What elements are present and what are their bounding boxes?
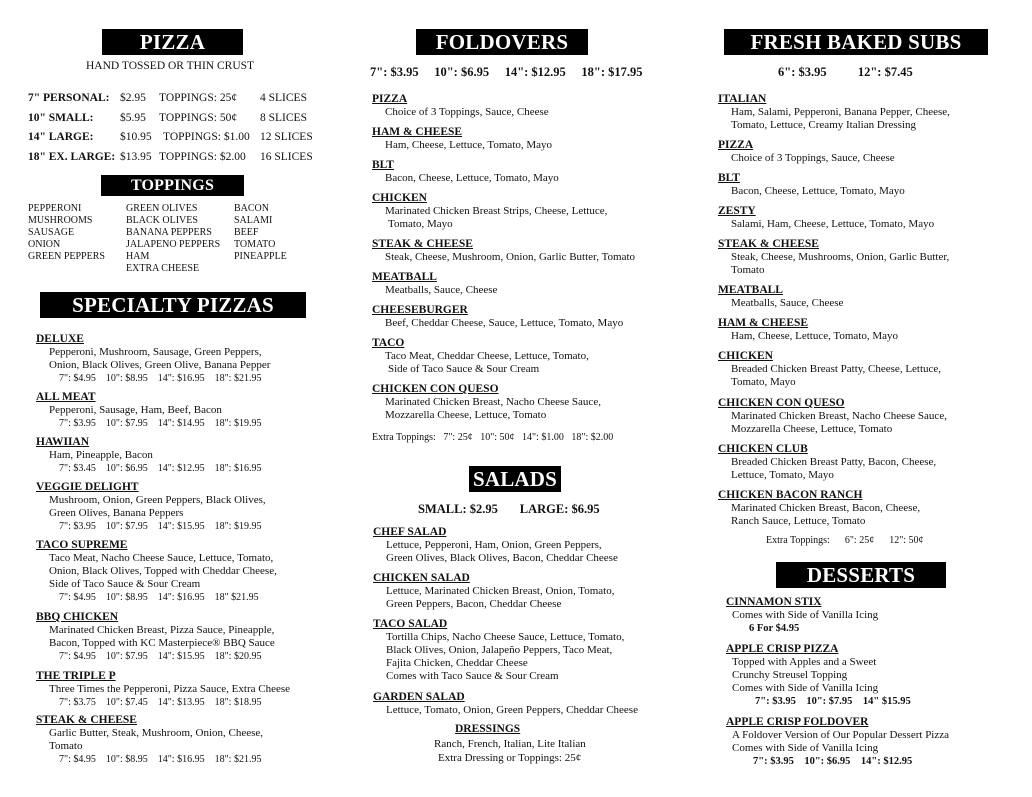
item-desc: Meatballs, Sauce, Cheese (385, 284, 498, 296)
item-name: HAM & CHEESE (372, 126, 463, 138)
dressings-list: Ranch, French, Italian, Lite Italian (434, 738, 586, 750)
item-name: VEGGIE DELIGHT (36, 481, 139, 493)
sub-item (718, 317, 898, 343)
item-desc: Taco Meat, Cheddar Cheese, Lettuce, Tomato, (385, 350, 589, 362)
item-desc: Bacon, Cheese, Lettuce, Tomato, Mayo (385, 172, 559, 184)
foldover-item (372, 126, 552, 152)
size-slices: 12 SLICES (260, 131, 313, 143)
item-desc: Ham, Cheese, Lettuce, Tomato, Mayo (731, 330, 899, 342)
specialty-item (36, 611, 275, 663)
specialty-item (36, 670, 290, 709)
item-desc: Marinated Chicken Breast, Bacon, Cheese, (731, 502, 921, 514)
item-desc: Choice of 3 Toppings, Sauce, Cheese (385, 106, 549, 118)
item-prices: 7": $3.75 10": $7.45 14": $13.95 18": $18.95 (59, 697, 262, 708)
salads-prices: SMALL: $2.95 LARGE: $6.95 (418, 502, 600, 516)
topping-item: PINEAPPLE (234, 251, 287, 262)
item-desc: Comes with Side of Vanilla Icing (732, 742, 879, 754)
size-row (28, 109, 328, 129)
item-name: DELUXE (36, 333, 84, 345)
toppings-banner: TOPPINGS (101, 175, 244, 196)
topping-item: GREEN OLIVES (126, 203, 198, 214)
size-toppings: TOPPINGS: 50¢ (159, 111, 238, 124)
topping-item: ONION (28, 239, 61, 250)
item-desc: Lettuce, Marinated Chicken Breast, Onion, Tomato, (386, 585, 615, 597)
specialty-item (36, 481, 266, 533)
item-desc: Comes with Taco Sauce & Sour Cream (386, 670, 559, 682)
size-toppings: TOPPINGS: $2.00 (159, 150, 246, 163)
item-prices: 7": $3.95 10": $7.95 14" $15.95 (755, 696, 911, 707)
item-desc: Breaded Chicken Breast Patty, Cheese, Lettuce, (731, 363, 942, 375)
sub-item (718, 172, 905, 198)
item-name: CHICKEN (718, 350, 773, 362)
item-desc: Marinated Chicken Breast, Nacho Cheese Sauce, (385, 396, 601, 408)
item-desc: Green Olives, Black Olives, Bacon, Cheddar Cheese (386, 552, 618, 564)
item-name: CHICKEN SALAD (373, 572, 470, 584)
size-label: 10" SMALL: (28, 111, 94, 124)
specialty-item (36, 436, 261, 475)
item-name: CHICKEN CLUB (718, 443, 808, 455)
topping-item: SAUSAGE (28, 227, 75, 238)
item-desc: Mozzarella Cheese, Lettuce, Tomato (731, 423, 893, 435)
item-desc: Marinated Chicken Breast, Pizza Sauce, Pineapple, (49, 624, 275, 636)
item-prices: 7": $3.95 10": $7.95 14": $14.95 18": $19.95 (59, 418, 262, 429)
item-desc: Tomato (731, 264, 765, 276)
sub-item (718, 443, 936, 482)
item-prices: 7": $4.95 10": $8.95 14": $16.95 18": $21.95 (59, 373, 262, 384)
item-desc: Tomato (49, 740, 83, 752)
size-price: $13.95 (120, 150, 152, 163)
topping-item: BLACK OLIVES (126, 215, 198, 226)
item-name: GARDEN SALAD (373, 691, 465, 703)
item-desc: Salami, Ham, Cheese, Lettuce, Tomato, Mayo (731, 218, 935, 230)
item-desc: Ranch Sauce, Lettuce, Tomato (731, 515, 866, 527)
sub-item (718, 93, 950, 132)
item-desc: Meatballs, Sauce, Cheese (731, 297, 844, 309)
size-slices: 16 SLICES (260, 150, 313, 163)
topping-item: TOMATO (234, 239, 276, 250)
item-desc: Lettuce, Pepperoni, Ham, Onion, Green Peppers, (386, 539, 602, 551)
size-row (28, 128, 328, 148)
item-name: CINNAMON STIX (726, 596, 822, 608)
topping-item: BACON (234, 203, 270, 214)
toppings-column (126, 203, 220, 275)
item-desc: Beef, Cheddar Cheese, Sauce, Lettuce, Tomato, Mayo (385, 317, 624, 329)
item-desc: Tomato, Lettuce, Creamy Italian Dressing (731, 119, 916, 131)
foldover-item (372, 238, 635, 264)
item-desc: Comes with Side of Vanilla Icing (732, 682, 879, 694)
desserts-banner: DESSERTS (776, 562, 946, 588)
item-desc: Choice of 3 Toppings, Sauce, Cheese (731, 152, 895, 164)
foldover-item (372, 192, 607, 231)
item-desc: Crunchy Streusel Topping (732, 669, 848, 681)
foldovers-prices: 7": $3.95 10": $6.95 14": $12.95 18": $17.95 (370, 65, 643, 79)
pizza-subtitle: HAND TOSSED OR THIN CRUST (86, 60, 255, 72)
item-name: ITALIAN (718, 93, 767, 105)
specialty-item (36, 333, 270, 385)
item-desc: Pepperoni, Sausage, Ham, Beef, Bacon (49, 404, 222, 416)
item-name: CHICKEN CON QUESO (372, 383, 499, 395)
size-row (28, 89, 328, 109)
item-desc: Onion, Black Olives, Green Olive, Banana Pepper (49, 359, 271, 371)
item-name: STEAK & CHEESE (718, 238, 819, 250)
size-slices: 4 SLICES (260, 92, 307, 104)
dessert-item (726, 643, 911, 708)
item-name: PIZZA (718, 139, 754, 151)
subs-prices: 6": $3.95 12": $7.45 (778, 65, 913, 79)
item-name: HAWIIAN (36, 436, 90, 448)
item-desc: Garlic Butter, Steak, Mushroom, Onion, Cheese, (49, 727, 264, 739)
size-slices: 8 SLICES (260, 111, 307, 124)
sub-item (718, 284, 843, 310)
item-name: APPLE CRISP PIZZA (726, 643, 839, 655)
item-name: TACO SALAD (373, 618, 448, 630)
item-prices: 7": $3.95 10": $7.95 14": $15.95 18": $19.95 (59, 521, 262, 532)
item-desc: Black Olives, Onion, Jalapeño Peppers, Taco Meat, (386, 644, 613, 656)
salad-item (373, 618, 624, 683)
specialty-item (36, 391, 261, 430)
item-name: APPLE CRISP FOLDOVER (726, 716, 869, 728)
item-name: CHICKEN BACON RANCH (718, 489, 863, 501)
foldover-item (372, 93, 549, 119)
item-prices: 7": $3.45 10": $6.95 14": $12.95 18": $16.95 (59, 463, 262, 474)
salad-item (373, 526, 618, 565)
sub-item (718, 397, 947, 436)
item-name: CHICKEN CON QUESO (718, 397, 845, 409)
salad-item (373, 691, 638, 717)
item-name: PIZZA (372, 93, 408, 105)
item-desc: Bacon, Cheese, Lettuce, Tomato, Mayo (731, 185, 905, 197)
item-desc: Steak, Cheese, Mushrooms, Onion, Garlic Butter, (731, 251, 950, 263)
pizza-banner: PIZZA (102, 29, 243, 55)
foldover-item (372, 337, 589, 376)
subs-extra-toppings: Extra Toppings: 6": 25¢ 12": 50¢ (766, 535, 924, 546)
item-desc: Side of Taco Sauce & Sour Cream (49, 578, 201, 590)
specialty-item (36, 714, 263, 766)
sub-item (718, 238, 949, 277)
item-desc: Steak, Cheese, Mushroom, Onion, Garlic Butter, Tomato (385, 251, 636, 263)
item-desc: Mushroom, Onion, Green Peppers, Black Olives, (49, 494, 266, 506)
topping-item: JALAPENO PEPPERS (126, 239, 221, 250)
toppings-list (28, 203, 328, 278)
item-name: BBQ CHICKEN (36, 611, 119, 623)
foldovers-extra-toppings: Extra Toppings: 7": 25¢ 10": 50¢ 14": $1.00 18": $2.00 (372, 432, 614, 443)
item-desc: Three Times the Pepperoni, Pizza Sauce, Extra Cheese (49, 683, 291, 695)
item-name: CHICKEN (372, 192, 427, 204)
item-name: CHEF SALAD (373, 526, 447, 538)
item-desc: Breaded Chicken Breast Patty, Bacon, Cheese, (731, 456, 937, 468)
item-prices: 7": $3.95 10": $6.95 14": $12.95 (753, 756, 913, 767)
item-desc: Ham, Salami, Pepperoni, Banana Pepper, Cheese, (731, 106, 950, 118)
foldover-item (372, 383, 601, 422)
item-prices: 7": $4.95 10": $7.95 14": $15.95 18": $20.95 (59, 651, 262, 662)
item-desc: Mozzarella Cheese, Lettuce, Tomato (385, 409, 547, 421)
size-toppings: TOPPINGS: $1.00 (163, 131, 250, 143)
item-desc: Tomato, Mayo (731, 376, 796, 388)
subs-banner: FRESH BAKED SUBS (724, 29, 988, 55)
item-name: TACO SUPREME (36, 539, 128, 551)
item-desc: Fajita Chicken, Cheddar Cheese (386, 657, 528, 669)
toppings-column (234, 203, 287, 263)
item-desc: Tortilla Chips, Nacho Cheese Sauce, Lettuce, Tomato, (386, 631, 625, 643)
topping-item: PEPPERONI (28, 203, 82, 214)
item-prices: 7": $4.95 10": $8.95 14": $16.95 18" $21.95 (59, 592, 259, 603)
specialty-pizzas-banner: SPECIALTY PIZZAS (40, 292, 306, 318)
item-name: ALL MEAT (36, 391, 96, 403)
item-desc: Taco Meat, Nacho Cheese Sauce, Lettuce, Tomato, (49, 552, 274, 564)
item-desc: Side of Taco Sauce & Sour Cream (388, 363, 540, 375)
size-label: 7" PERSONAL: (28, 92, 110, 104)
foldovers-banner: FOLDOVERS (416, 29, 588, 55)
foldover-item (372, 159, 559, 185)
size-label: 14" LARGE: (28, 131, 94, 143)
salads-banner: SALADS (469, 466, 561, 492)
item-desc: Lettuce, Tomato, Mayo (731, 469, 834, 481)
sub-item (718, 139, 895, 165)
item-name: MEATBALL (718, 284, 783, 296)
size-label: 18" EX. LARGE: (28, 150, 116, 163)
foldover-item (372, 271, 497, 297)
item-desc: Pepperoni, Mushroom, Sausage, Green Peppers, (49, 346, 262, 358)
dressings-title: DRESSINGS (455, 723, 521, 735)
sub-item (718, 205, 934, 231)
item-desc: Lettuce, Tomato, Onion, Green Peppers, Cheddar Cheese (386, 704, 638, 716)
size-toppings: TOPPINGS: 25¢ (159, 92, 238, 104)
item-desc: Tomato, Mayo (388, 218, 453, 230)
toppings-column (28, 203, 105, 263)
salad-item (373, 572, 614, 611)
item-name: ZESTY (718, 205, 756, 217)
topping-item: BANANA PEPPERS (126, 227, 212, 238)
item-name: CHEESEBURGER (372, 304, 468, 316)
item-desc: Comes with Side of Vanilla Icing (732, 609, 879, 621)
foldover-item (372, 304, 623, 330)
item-name: STEAK & CHEESE (36, 714, 137, 726)
dessert-item (726, 596, 878, 635)
item-desc: Green Peppers, Bacon, Cheddar Cheese (386, 598, 562, 610)
size-price: $10.95 (120, 131, 152, 143)
item-desc: Green Olives, Banana Peppers (49, 507, 184, 519)
size-price: $2.95 (120, 92, 146, 104)
item-name: THE TRIPLE P (36, 670, 116, 682)
pizza-size-table (28, 89, 328, 167)
item-prices: 7": $4.95 10": $8.95 14": $16.95 18": $21.95 (59, 754, 262, 765)
topping-item: GREEN PEPPERS (28, 251, 105, 262)
item-desc: A Foldover Version of Our Popular Dessert Pizza (732, 729, 950, 741)
topping-item: MUSHROOMS (28, 215, 93, 226)
size-row (28, 148, 328, 168)
item-name: TACO (372, 337, 405, 349)
item-name: BLT (718, 172, 740, 184)
item-desc: Marinated Chicken Breast Strips, Cheese, Lettuce, (385, 205, 608, 217)
specialty-item (36, 539, 277, 604)
item-desc: Marinated Chicken Breast, Nacho Cheese Sauce, (731, 410, 947, 422)
dessert-item (726, 716, 949, 768)
topping-item: SALAMI (234, 215, 273, 226)
topping-item: EXTRA CHEESE (126, 263, 200, 274)
topping-item: HAM (126, 251, 150, 262)
topping-item: BEEF (234, 227, 259, 238)
item-prices: 6 For $4.95 (749, 623, 800, 634)
item-desc: Ham, Cheese, Lettuce, Tomato, Mayo (385, 139, 553, 151)
item-name: HAM & CHEESE (718, 317, 809, 329)
item-name: MEATBALL (372, 271, 437, 283)
item-desc: Bacon, Topped with KC Masterpiece® BBQ Sauce (49, 637, 275, 649)
item-desc: Topped with Apples and a Sweet (732, 656, 877, 668)
sub-item (718, 350, 941, 389)
item-desc: Ham, Pineapple, Bacon (49, 449, 153, 461)
item-desc: Onion, Black Olives, Topped with Cheddar Cheese, (49, 565, 277, 577)
item-name: STEAK & CHEESE (372, 238, 473, 250)
dressings-extra: Extra Dressing or Toppings: 25¢ (438, 752, 582, 764)
sub-item (718, 489, 920, 528)
item-name: BLT (372, 159, 394, 171)
size-price: $5.95 (120, 111, 146, 124)
